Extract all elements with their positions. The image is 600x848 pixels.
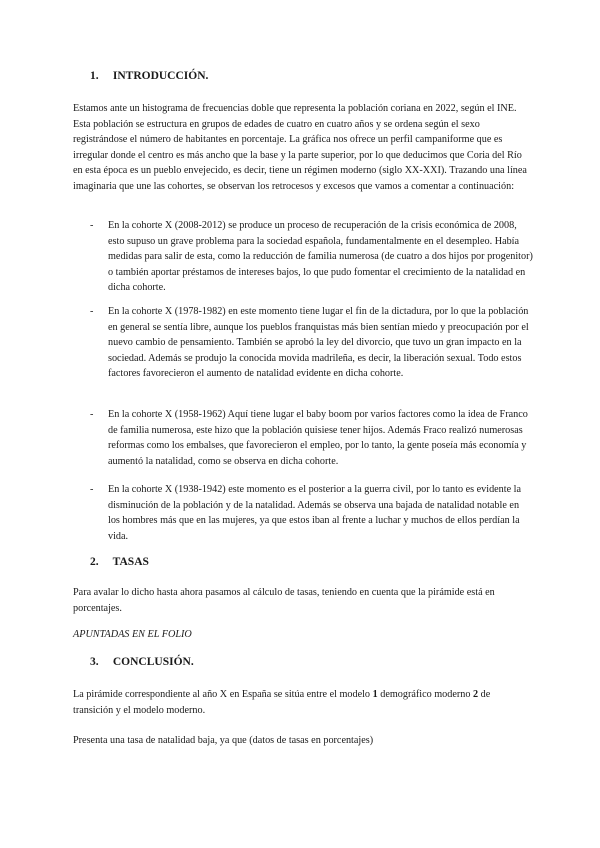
bullet-dash: - (90, 484, 94, 495)
conclusion-text-3: de transición y el modelo moderno. (73, 689, 491, 716)
section-number: 2. (90, 556, 99, 568)
list-item (90, 482, 530, 544)
final-paragraph: Presenta una tasa de natalidad baja, ya que (datos de tasas en porcentajes) (73, 735, 374, 746)
tasas-paragraph: Para avalar lo dicho hasta ahora pasamos al cálculo de tasas, teniendo en cuenta que la pirámide está en porcentajes. (73, 587, 495, 614)
bullet-dash: - (90, 409, 94, 420)
intro-paragraph: Estamos ante un histograma de frecuencias doble que representa la población coriana en 2022, según el INE. Esta población se estructura en grupos de edades de cuatro en cuatro años y se ordena según el sexo registrándose el número de habitantes en porcentaje. La gráfica nos ofrece un perfil campaniforme que es irregular donde el centro es más ancho que la base y la parte superior, por lo que deducimos que Coria del Río en esta época es un pueblo envejecido, es decir, tiene un régimen moderno (siglo XX-XXI). Trazando una línea imaginaria que une las cohortes, se observan los retrocesos y excesos que vamos a comentar a continuación: (73, 103, 527, 192)
list-item (90, 218, 533, 296)
section-number: 1. (90, 70, 99, 82)
section-heading-tasas (90, 556, 149, 568)
section-title: TASAS (112, 556, 149, 568)
bullet-text: En la cohorte X (1958-1962) Aquí tiene lugar el baby boom por varios factores como la idea de Franco de familia numerosa, este hizo que la población quisiese tener hijos. Además Fraco realizó numerosas reformas como los embalses, que favorecieron el empleo, por lo tanto, la gente poseía más economía y aumentó la natalidad, como se observa en dicha cohorte. (108, 409, 528, 467)
list-item (90, 407, 530, 469)
bullet-text: En la cohorte X (1938-1942) este momento es el posterior a la guerra civil, por lo tanto es evidente la disminución de la población y de la natalidad. Además se observa una bajada de natalidad notable en los hombres más que en las mujeres, ya que estos iban al frente a luchar y muchos de ellos perdían la vida. (108, 484, 522, 542)
model-number-2: 2 (473, 689, 479, 700)
bullet-text: En la cohorte X (2008-2012) se produce un proceso de recuperación de la crisis económica de 2008, esto supuso un grave problema para la sociedad española, fundamentalmente en el desempleo. Había medidas para salir de esta, como la reducción de familia numerosa (de cuatro a dos hijos por progenitor) o también aportar préstamos de intereses bajos, lo que pudo fomentar el crecimiento de la natalidad en dicha cohorte. (108, 220, 533, 294)
bullet-dash: - (90, 306, 94, 317)
conclusion-text-1: La pirámide correspondiente al año X en España se sitúa entre el modelo (73, 689, 373, 700)
conclusion-text-2: demográfico moderno (377, 689, 474, 700)
section-heading-conclusion (90, 656, 194, 668)
model-number-1: 1 (372, 689, 378, 700)
tasas-note: APUNTADAS EN EL FOLIO (73, 629, 192, 640)
section-title: INTRODUCCIÓN. (112, 70, 209, 82)
section-heading-introduccion (90, 70, 208, 82)
conclusion-paragraph (73, 687, 531, 718)
bullet-text: En la cohorte X (1978-1982) en este momento tiene lugar el fin de la dictadura, por lo que la población en general se sentía libre, aunque los pueblos franquistas más bien sentían miedo y preocupación por el nuevo cambio de pensamiento. También se aprobó la ley del divorcio, que tuvo un gran impacto en la sociedad. Además se produjo la conocida movida madrileña, es decir, la liberación sexual. Todo estos factores favorecieron el aumento de natalidad evidente en dicha cohorte. (108, 306, 529, 380)
section-number: 3. (90, 656, 99, 668)
list-item (90, 304, 530, 398)
bullet-dash: - (90, 220, 94, 231)
section-title: CONCLUSIÓN. (112, 656, 194, 668)
